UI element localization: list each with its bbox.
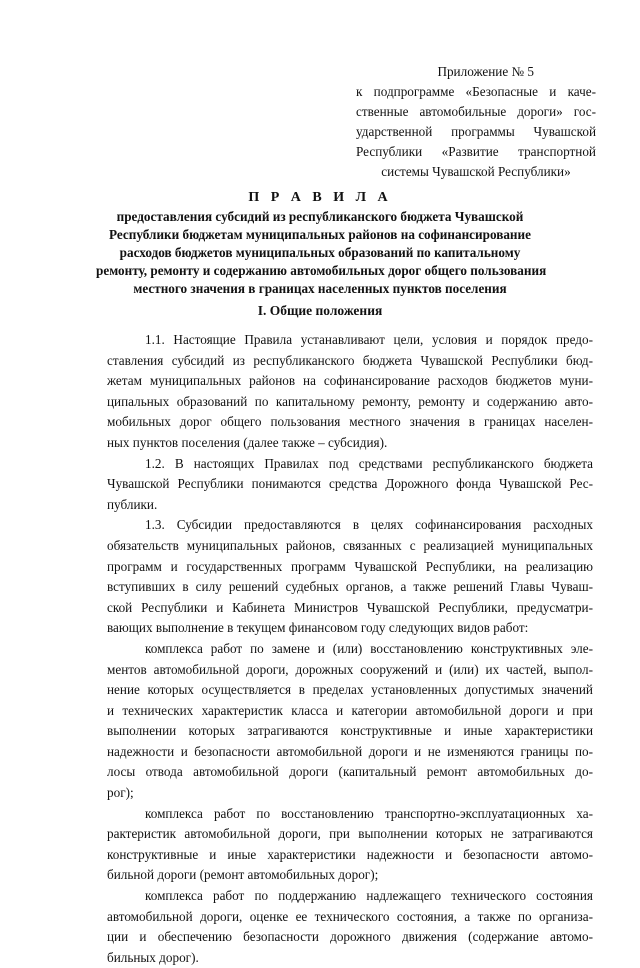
paragraph-line: ской Республики и Кабинета Министров Чувашской Республики, предусматри- <box>107 599 593 615</box>
paragraph-line: и технических характеристик класса и категории автомобильной дороги и при <box>107 702 593 718</box>
paragraph-line: выполнении которых затрагиваются конструктивные и иные характеристики <box>107 723 593 739</box>
paragraph <box>107 886 593 968</box>
paragraph <box>107 330 593 454</box>
paragraph-line: Чувашской Республики понимаются средства Дорожного фонда Чувашской Рес- <box>107 476 593 492</box>
paragraph-line: бильных дорог). <box>107 949 199 965</box>
appendix-number: Приложение № 5 <box>437 64 534 79</box>
subtitle-line: местного значения в границах населенных пунктов поселения <box>133 281 507 296</box>
paragraph-line: обязательств муниципальных районов, связанных с реализацией муниципальных <box>107 537 593 553</box>
paragraph-line: ментов автомобильной дороги, дорожных сооружений и (или) их частей, выпол- <box>107 661 593 677</box>
appendix-line: ственные автомобильные дороги» гос- <box>356 104 596 119</box>
subtitle-line: ремонту, ремонту и содержанию автомобильных дорог общего пользования <box>96 263 547 278</box>
paragraph-line: программ и государственных программ Чувашской Республики, на реализацию <box>107 558 593 574</box>
paragraph-line: надежности и безопасности автомобильной дороги и не изменяются границы по- <box>107 743 593 759</box>
document-subtitle <box>96 208 547 298</box>
paragraph-line: ных пунктов поселения (далее также – субсидия). <box>107 434 388 450</box>
paragraph-line: жетам муниципальных районов на софинансирование расходов бюджетов муни- <box>107 373 593 389</box>
appendix-note <box>356 62 596 182</box>
paragraph <box>107 454 593 516</box>
paragraph-line: конструктивные и иные характеристики надежности и безопасности автомо- <box>107 846 593 862</box>
appendix-line: к подпрограмме «Безопасные и каче- <box>356 84 596 99</box>
paragraph-line: 1.3. Субсидии предоставляются в целях софинансирования расходных <box>145 517 593 533</box>
paragraph <box>107 639 593 804</box>
subtitle-line: Республики бюджетам муниципальных районов на софинансирование <box>109 227 531 242</box>
paragraph-line: бильной дороги (ремонт автомобильных дорог); <box>107 867 379 883</box>
paragraph-line: ции и обеспечению безопасности дорожного движения (содержание автомо- <box>107 929 593 945</box>
subtitle-line: расходов бюджетов муниципальных образований по капитальному <box>119 245 521 260</box>
paragraph-line: комплекса работ по замене и (или) восстановлению конструктивных эле- <box>145 640 593 656</box>
document-body <box>107 330 593 968</box>
section-heading: I. Общие положения <box>257 303 383 318</box>
paragraph-line: публики. <box>107 496 158 512</box>
paragraph-line: ципальных образований по капитальному ремонту, ремонту и содержанию авто- <box>107 393 593 409</box>
paragraph-line: вступивших в силу решений судебных органов, а также решений Главы Чуваш- <box>107 579 593 595</box>
paragraph-line: комплекса работ по поддержанию надлежащего технического состояния <box>145 888 593 904</box>
paragraph-line: 1.1. Настоящие Правила устанавливают цели, условия и порядок предо- <box>145 332 593 347</box>
paragraph <box>107 804 593 886</box>
paragraph-line: рактеристик автомобильной дороги, при выполнении которых не затрагиваются <box>107 826 593 842</box>
paragraph-line: ставления субсидий из республиканского бюджета Чувашской Республики бюд- <box>107 352 593 368</box>
appendix-line: ударственной программы Чувашской <box>356 124 596 139</box>
paragraph-line: нение которых осуществляется в пределах установленных допустимых значений <box>107 682 593 698</box>
paragraph-line: лосы отвода автомобильной дороги (капитальный ремонт автомобильных до- <box>107 764 593 780</box>
appendix-line: Республики «Развитие транспортной <box>356 144 596 159</box>
paragraph-line: 1.2. В настоящих Правилах под средствами республиканского бюджета <box>145 455 593 471</box>
paragraph-line: автомобильной дороги, оценке ее технического состояния, а также по организа- <box>107 908 593 924</box>
paragraph-line: рог); <box>107 785 134 801</box>
appendix-line: системы Чувашской Республики» <box>381 164 571 179</box>
paragraph <box>107 515 593 639</box>
subtitle-line: предоставления субсидий из республиканского бюджета Чувашской <box>116 209 524 224</box>
document-title: П Р А В И Л А <box>248 190 392 205</box>
paragraph-line: вающих выполнение в текущем финансовом году следующих видов работ: <box>107 620 529 636</box>
paragraph-line: мобильных дорог общего пользования местного значения в границах населен- <box>107 414 593 430</box>
paragraph-line: комплекса работ по восстановлению транспортно-эксплуатационных ха- <box>145 805 593 821</box>
